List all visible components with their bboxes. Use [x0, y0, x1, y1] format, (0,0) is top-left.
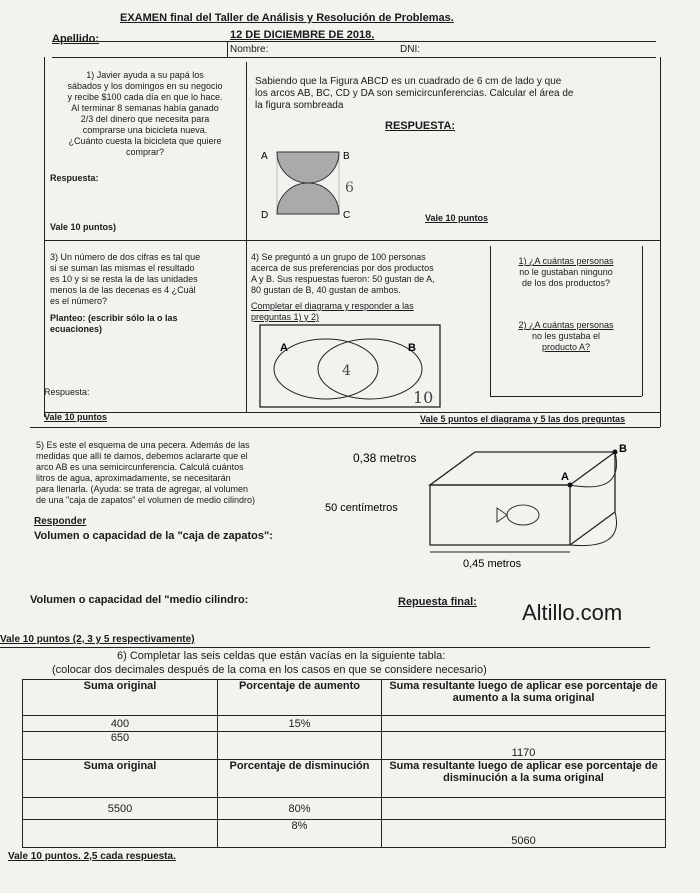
q6-intro: 6) Completar las seis celdas que están vacías en la siguiente tabla: [117, 650, 446, 662]
q4-instructions: Completar el diagrama y responder a las preguntas 1) y 2) [251, 301, 414, 322]
h1-porcentaje: Porcentaje de aumento [218, 680, 382, 716]
qfig-respuesta: RESPUESTA: [385, 120, 456, 132]
altillo-watermark: Altillo.com [522, 600, 623, 625]
r1-suma: 400 [23, 716, 218, 732]
h2-porcentaje: Porcentaje de disminución [218, 760, 382, 798]
q5-responder: Responder [34, 516, 87, 527]
q3-respuesta: Respuesta: [44, 387, 90, 397]
qfig-points: Vale 10 puntos [425, 213, 489, 223]
r4-resultante: 5060 [382, 820, 666, 848]
q4-points: Vale 5 puntos el diagrama y 5 las dos preguntas [420, 414, 626, 424]
dim-bottom: 0,45 metros [463, 558, 522, 570]
fig-label-a: A [261, 151, 268, 162]
q6-table [22, 679, 666, 848]
venn-label-a: A [280, 342, 288, 354]
fig-label-b: B [343, 151, 350, 162]
r3-resultante[interactable] [382, 798, 666, 820]
r3-porcentaje: 80% [218, 798, 382, 820]
nombre-label: Nombre: [230, 44, 269, 55]
q5-cilindro: Volumen o capacidad del "medio cilindro: [30, 594, 249, 606]
fish-tank-diagram [325, 440, 655, 570]
q3-text: 3) Un número de dos cifras es tal que si se suman las mismas el resultado es 10 y si se resta la de las unidades menos la de las decenas es 4 ¿Cuál es el número? [50, 252, 201, 306]
apellido-label: Apellido: [52, 33, 100, 45]
exam-title: EXAMEN final del Taller de Análisis y Resolución de Problemas. [120, 12, 454, 24]
r4-suma[interactable] [23, 820, 218, 848]
venn-label-b: B [408, 342, 416, 354]
q4-sub1: 1) ¿A cuántas personas no le gustaban ninguno de los dos productos? [518, 256, 614, 288]
r1-porcentaje: 15% [218, 716, 382, 732]
q1-respuesta: Respuesta: [50, 173, 99, 183]
h2-suma-original: Suma original [23, 760, 218, 798]
dim-top: 0,38 metros [353, 451, 417, 465]
r2-porcentaje[interactable] [218, 732, 382, 760]
venn-hand-4: 4 [342, 363, 351, 379]
venn-hand-10: 10 [413, 388, 434, 407]
tank-label-a: A [561, 471, 569, 483]
q1-text: 1) Javier ayuda a su papá los sábados y los domingos en su negocio y recibe $100 cada día en que lo hace. Al terminar 8 semanas había ganado 2/3 del dinero que necesita para comprarse una bicicleta nueva. ¿Cuánto cuesta la bicicleta que quiere comprar? [67, 70, 223, 157]
q4-text: 4) Se preguntó a un grupo de 100 personas acerca de sus preferencias por dos productos A y B. Sus respuestas fueron: 50 gustan de A, 80 gustan de B, 40 gustan de ambos. [251, 252, 435, 295]
fig-label-d: D [261, 210, 269, 221]
q3-points: Vale 10 puntos [44, 412, 108, 422]
q5-final: Repuesta final: [398, 596, 477, 608]
exam-date: 12 DE DICIEMBRE DE 2018. [230, 29, 375, 41]
q5-text: 5) Es este el esquema de una pecera. Además de las medidas que allí te damos, debemos aclararte que el arco AB es una semicircunferencia. Calculá cuántos litros de agua, aproximadamente, se necesitarán para llenarla. (Ayuda: se trata de agregar, al volumen de una "caja de zapatos" el volumen de medio cilindro) [36, 440, 256, 505]
q1-points: Vale 10 puntos) [50, 222, 117, 232]
r3-suma: 5500 [23, 798, 218, 820]
q6-points: Vale 10 puntos. 2,5 cada respuesta. [8, 851, 176, 862]
venn-diagram [258, 323, 448, 411]
q6-intro2: (colocar dos decimales después de la coma en los casos en que se considere necesario) [52, 664, 487, 676]
h1-resultante: Suma resultante luego de aplicar ese porcentaje de aumento a la suma original [382, 680, 666, 716]
q5-caja: Volumen o capacidad de la "caja de zapatos": [34, 530, 273, 542]
q4-sub2: 2) ¿A cuántas personas no les gustaba el producto A? [518, 320, 614, 352]
dni-label: DNI: [400, 44, 420, 55]
q5-points: Vale 10 puntos (2, 3 y 5 respectivamente) [0, 634, 195, 645]
r2-resultante: 1170 [382, 732, 666, 760]
q3-planteo: Planteo: (escribir sólo la o las ecuaciones) [50, 313, 178, 334]
r4-porcentaje: 8% [218, 820, 382, 848]
h1-suma-original: Suma original [23, 680, 218, 716]
qfig-text: Sabiendo que la Figura ABCD es un cuadrado de 6 cm de lado y que los arcos AB, BC, CD y DA son semicircunferencias. Calcular el área de la figura sombreada [255, 76, 574, 111]
fig-label-c: C [343, 210, 351, 221]
r1-resultante[interactable] [382, 716, 666, 732]
dim-side: 50 centímetros [325, 502, 398, 514]
h2-resultante: Suma resultante luego de aplicar ese porcentaje de disminución a la suma original [382, 760, 666, 798]
tank-label-b: B [619, 443, 627, 455]
handwritten-six: 6 [345, 180, 354, 196]
r2-suma: 650 [23, 732, 218, 760]
